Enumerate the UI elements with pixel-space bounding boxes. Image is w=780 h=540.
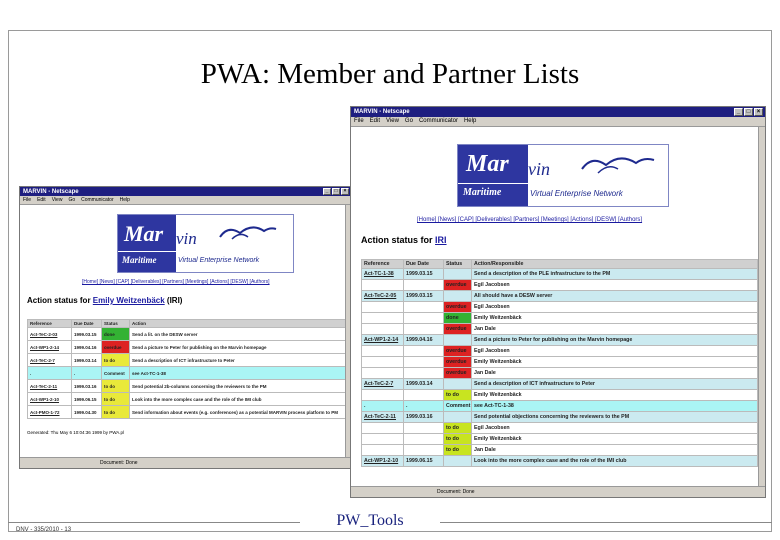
reference-cell xyxy=(362,368,404,379)
table-row xyxy=(362,445,758,456)
logo-venture-text: Virtual Enterprise Network xyxy=(530,189,623,198)
right-browser-window xyxy=(350,106,766,498)
status-cell: to do xyxy=(102,393,130,406)
status-cell: to do xyxy=(444,390,472,401)
right-marvin-logo xyxy=(457,144,669,207)
seagull-icon xyxy=(218,221,278,243)
maximize-button[interactable]: □ xyxy=(744,108,753,116)
action-cell: Jan Dale xyxy=(472,368,758,379)
due-date-cell xyxy=(404,346,444,357)
reference-cell[interactable]: Act-TeC-2-11 xyxy=(28,380,72,393)
right-window-title: MARVIN - Netscape xyxy=(354,109,410,115)
header-status: Status xyxy=(444,260,472,269)
table-row xyxy=(28,354,346,367)
reference-cell: . xyxy=(28,367,72,380)
table-row xyxy=(362,302,758,313)
due-date-cell: 1999.04.16 xyxy=(72,341,102,354)
action-cell: Send a lit. on the DESW server xyxy=(130,328,346,341)
status-cell: overdue xyxy=(444,324,472,335)
due-date-cell: 1999.03.14 xyxy=(404,379,444,390)
logo-mar-text: Mar xyxy=(124,221,164,246)
table-header-row xyxy=(362,260,758,269)
footer-line-left xyxy=(8,522,300,523)
action-cell: Send a description of ICT infrastructure to Peter xyxy=(130,354,346,367)
status-cell: to do xyxy=(444,423,472,434)
due-date-cell: 1999.03.14 xyxy=(72,354,102,367)
left-titlebar xyxy=(20,187,351,196)
table-row xyxy=(362,390,758,401)
menu-view[interactable]: View xyxy=(386,118,399,124)
action-cell: Emily Weitzenbäck xyxy=(472,390,758,401)
right-action-title xyxy=(361,235,447,245)
header-due-date: Due Date xyxy=(72,320,102,328)
action-cell: Look into the more complex case and the role of the IMI club xyxy=(472,456,758,467)
action-suffix: (IRI) xyxy=(166,296,183,305)
action-cell: see Act-TC-1-38 xyxy=(472,401,758,412)
action-cell: Send information about events (e.g. conferences) as a potential MARVIN process platform to PM xyxy=(130,406,346,419)
status-cell xyxy=(444,269,472,280)
slide-title: PWA: Member and Partner Lists xyxy=(200,58,580,90)
reference-cell xyxy=(362,445,404,456)
menu-edit[interactable]: Edit xyxy=(37,197,46,203)
reference-cell[interactable]: Act-WP1-2-14 xyxy=(362,335,404,346)
menu-file[interactable]: File xyxy=(23,197,32,203)
maximize-button[interactable]: □ xyxy=(332,188,340,195)
table-row xyxy=(28,380,346,393)
action-cell: Send a picture to Peter for publishing on the Marvin homepage xyxy=(472,335,758,346)
due-date-cell: . xyxy=(404,401,444,412)
due-date-cell: 1999.04.16 xyxy=(404,335,444,346)
status-cell: overdue xyxy=(444,280,472,291)
header-reference: Reference xyxy=(28,320,72,328)
menu-edit[interactable]: Edit xyxy=(369,118,381,124)
header-action-responsible: Action/Responsible xyxy=(472,260,758,269)
due-date-cell: 1999.03.16 xyxy=(72,380,102,393)
due-date-cell xyxy=(404,324,444,335)
right-status-table xyxy=(361,259,758,467)
logo-vin-text: vin xyxy=(528,159,550,179)
action-cell: Send a description of the PLE infrastructure to the PM xyxy=(472,269,758,280)
table-row xyxy=(362,313,758,324)
generated-note: Generated: Thu May 6 10:04:36 1999 by PWA.pl xyxy=(27,430,125,435)
table-row xyxy=(362,434,758,445)
table-row xyxy=(362,357,758,368)
reference-cell xyxy=(362,357,404,368)
status-cell: overdue xyxy=(444,346,472,357)
table-row xyxy=(28,328,346,341)
table-row xyxy=(28,341,346,354)
header-due-date: Due Date xyxy=(404,260,444,269)
status-cell: Comment xyxy=(444,401,472,412)
due-date-cell: 1999.03.15 xyxy=(404,291,444,302)
menu-help[interactable]: Help xyxy=(119,197,130,203)
reference-cell: . xyxy=(362,401,404,412)
status-cell: to do xyxy=(102,354,130,367)
table-row xyxy=(362,269,758,280)
status-cell: overdue xyxy=(444,302,472,313)
table-row xyxy=(362,412,758,423)
due-date-cell: 1999.03.15 xyxy=(404,269,444,280)
due-date-cell xyxy=(404,445,444,456)
left-browser-window xyxy=(19,186,352,469)
status-cell: overdue xyxy=(444,368,472,379)
status-cell xyxy=(444,335,472,346)
status-cell: overdue xyxy=(444,357,472,368)
table-row xyxy=(362,346,758,357)
action-cell: Send potential objections concerning the reviewers to the PM xyxy=(472,412,758,423)
reference-cell xyxy=(362,302,404,313)
header-reference: Reference xyxy=(362,260,404,269)
left-statusbar xyxy=(20,457,351,468)
close-button[interactable]: × xyxy=(341,188,349,195)
right-titlebar xyxy=(351,107,765,117)
right-menubar xyxy=(351,117,765,127)
due-date-cell: 1999.03.15 xyxy=(72,328,102,341)
minimize-button[interactable]: _ xyxy=(323,188,331,195)
due-date-cell: 1999.04.30 xyxy=(72,406,102,419)
status-cell: overdue xyxy=(102,341,130,354)
right-statusbar xyxy=(351,486,765,497)
action-prefix: Action status for xyxy=(361,235,433,245)
reference-cell[interactable]: Act-WP1-2-14 xyxy=(28,341,72,354)
due-date-cell xyxy=(404,390,444,401)
reference-cell xyxy=(362,280,404,291)
status-cell xyxy=(444,456,472,467)
right-page-content xyxy=(351,127,765,489)
reference-cell[interactable]: Act-TeC-2-11 xyxy=(362,412,404,423)
due-date-cell xyxy=(404,357,444,368)
reference-cell xyxy=(362,346,404,357)
reference-cell[interactable]: Act-WP1-2-10 xyxy=(28,393,72,406)
reference-cell[interactable]: Act-TeC-2-7 xyxy=(28,354,72,367)
left-page-content xyxy=(20,205,351,460)
footer-line-right xyxy=(440,522,772,523)
logo-vin-text: vin xyxy=(176,229,197,248)
menu-communicator[interactable]: Communicator xyxy=(418,118,458,124)
due-date-cell xyxy=(404,302,444,313)
header-action: Action xyxy=(130,320,346,328)
action-cell: Jan Dale xyxy=(472,445,758,456)
logo-maritime-text: Maritime xyxy=(122,255,157,265)
menu-go[interactable]: Go xyxy=(404,118,413,124)
action-cell: Egil Jacobsen xyxy=(472,302,758,313)
status-cell: done xyxy=(444,313,472,324)
table-row xyxy=(362,456,758,467)
header-status: Status xyxy=(102,320,130,328)
status-cell xyxy=(444,379,472,390)
action-cell: Emily Weitzenbäck xyxy=(472,434,758,445)
reference-cell[interactable]: Act-TeC-2-05 xyxy=(362,291,404,302)
table-row xyxy=(362,368,758,379)
left-menubar xyxy=(20,196,351,205)
close-button[interactable]: × xyxy=(754,108,763,116)
logo-venture-text: Virtual Enterprise Network xyxy=(178,257,260,264)
table-row xyxy=(28,406,346,419)
reference-cell[interactable]: Act-WP1-2-10 xyxy=(362,456,404,467)
reference-cell xyxy=(362,434,404,445)
footer-center-label: PW_Tools xyxy=(336,512,404,529)
left-window-title: MARVIN - Netscape xyxy=(23,188,79,195)
reference-cell[interactable]: Act-TC-1-38 xyxy=(362,269,404,280)
table-row xyxy=(362,423,758,434)
partner-name-link[interactable]: IRI xyxy=(435,235,447,245)
menu-communicator[interactable]: Communicator xyxy=(81,197,114,203)
due-date-cell xyxy=(404,280,444,291)
action-cell: Emily Weitzenbäck xyxy=(472,357,758,368)
reference-cell xyxy=(362,324,404,335)
menu-go[interactable]: Go xyxy=(68,197,76,203)
status-cell: to do xyxy=(102,380,130,393)
left-nav-links[interactable]: [Home] [News] [CAP] [Deliverables] [Partners] [Meetings] [Actions] [DESW] [Authors] xyxy=(82,279,270,285)
reference-cell[interactable]: Act-TeC-2-03 xyxy=(28,328,72,341)
table-row xyxy=(362,324,758,335)
status-cell: Comment xyxy=(102,367,130,380)
action-cell: Send a picture to Peter for publishing on the Marvin homepage xyxy=(130,341,346,354)
action-cell: All should have a DESW server xyxy=(472,291,758,302)
right-status-text: Document: Done xyxy=(437,489,475,495)
right-scrollbar[interactable] xyxy=(758,127,765,489)
action-cell: Send a description of ICT infrastructure to Peter xyxy=(472,379,758,390)
left-status-text: Document: Done xyxy=(100,460,138,466)
seagull-icon xyxy=(580,151,656,177)
table-row xyxy=(362,379,758,390)
reference-cell[interactable]: Act-TeC-2-7 xyxy=(362,379,404,390)
status-cell: done xyxy=(102,328,130,341)
left-marvin-logo xyxy=(117,214,294,273)
due-date-cell: . xyxy=(72,367,102,380)
table-row xyxy=(362,335,758,346)
due-date-cell: 1999.03.16 xyxy=(404,412,444,423)
menu-help[interactable]: Help xyxy=(463,118,477,124)
left-action-title xyxy=(27,296,182,305)
reference-cell xyxy=(362,313,404,324)
due-date-cell: 1999.06.15 xyxy=(72,393,102,406)
table-row xyxy=(28,393,346,406)
action-cell: see Act-TC-1-38 xyxy=(130,367,346,380)
action-cell: Egil Jacobsen xyxy=(472,423,758,434)
status-cell xyxy=(444,291,472,302)
status-cell: to do xyxy=(444,445,472,456)
due-date-cell xyxy=(404,423,444,434)
due-date-cell xyxy=(404,434,444,445)
action-cell: Jan Dale xyxy=(472,324,758,335)
action-cell: Emily Weitzenbäck xyxy=(472,313,758,324)
table-row xyxy=(362,280,758,291)
due-date-cell: 1999.06.15 xyxy=(404,456,444,467)
reference-cell[interactable]: Act-PMO-1-72 xyxy=(28,406,72,419)
table-row xyxy=(28,367,346,380)
table-row xyxy=(362,291,758,302)
reference-cell xyxy=(362,423,404,434)
action-cell: Send potential 2b-columns concerning the reviewers to the PM xyxy=(130,380,346,393)
logo-maritime-text: Maritime xyxy=(463,187,502,198)
logo-mar-text: Mar xyxy=(466,151,509,177)
due-date-cell xyxy=(404,368,444,379)
menu-file[interactable]: File xyxy=(354,118,364,124)
status-cell: to do xyxy=(444,434,472,445)
table-header-row xyxy=(28,320,346,328)
action-prefix: Action status for xyxy=(27,296,91,305)
status-cell xyxy=(444,412,472,423)
action-cell: Egil Jacobsen xyxy=(472,280,758,291)
minimize-button[interactable]: _ xyxy=(734,108,743,116)
footer-left-label: DNV - 335/2010 - 13 xyxy=(16,527,72,533)
reference-cell xyxy=(362,390,404,401)
left-status-table xyxy=(27,319,346,419)
right-nav-links[interactable]: [Home] [News] [CAP] [Deliverables] [Partners] [Meetings] [Actions] [DESW] [Authors] xyxy=(417,217,643,223)
person-name-link[interactable]: Emily Weitzenbäck xyxy=(92,296,165,305)
menu-view[interactable]: View xyxy=(51,197,63,203)
action-cell: Egil Jacobsen xyxy=(472,346,758,357)
status-cell: to do xyxy=(102,406,130,419)
due-date-cell xyxy=(404,313,444,324)
action-cell: Look into the more complex case and the role of the IMI club xyxy=(130,393,346,406)
table-row xyxy=(362,401,758,412)
